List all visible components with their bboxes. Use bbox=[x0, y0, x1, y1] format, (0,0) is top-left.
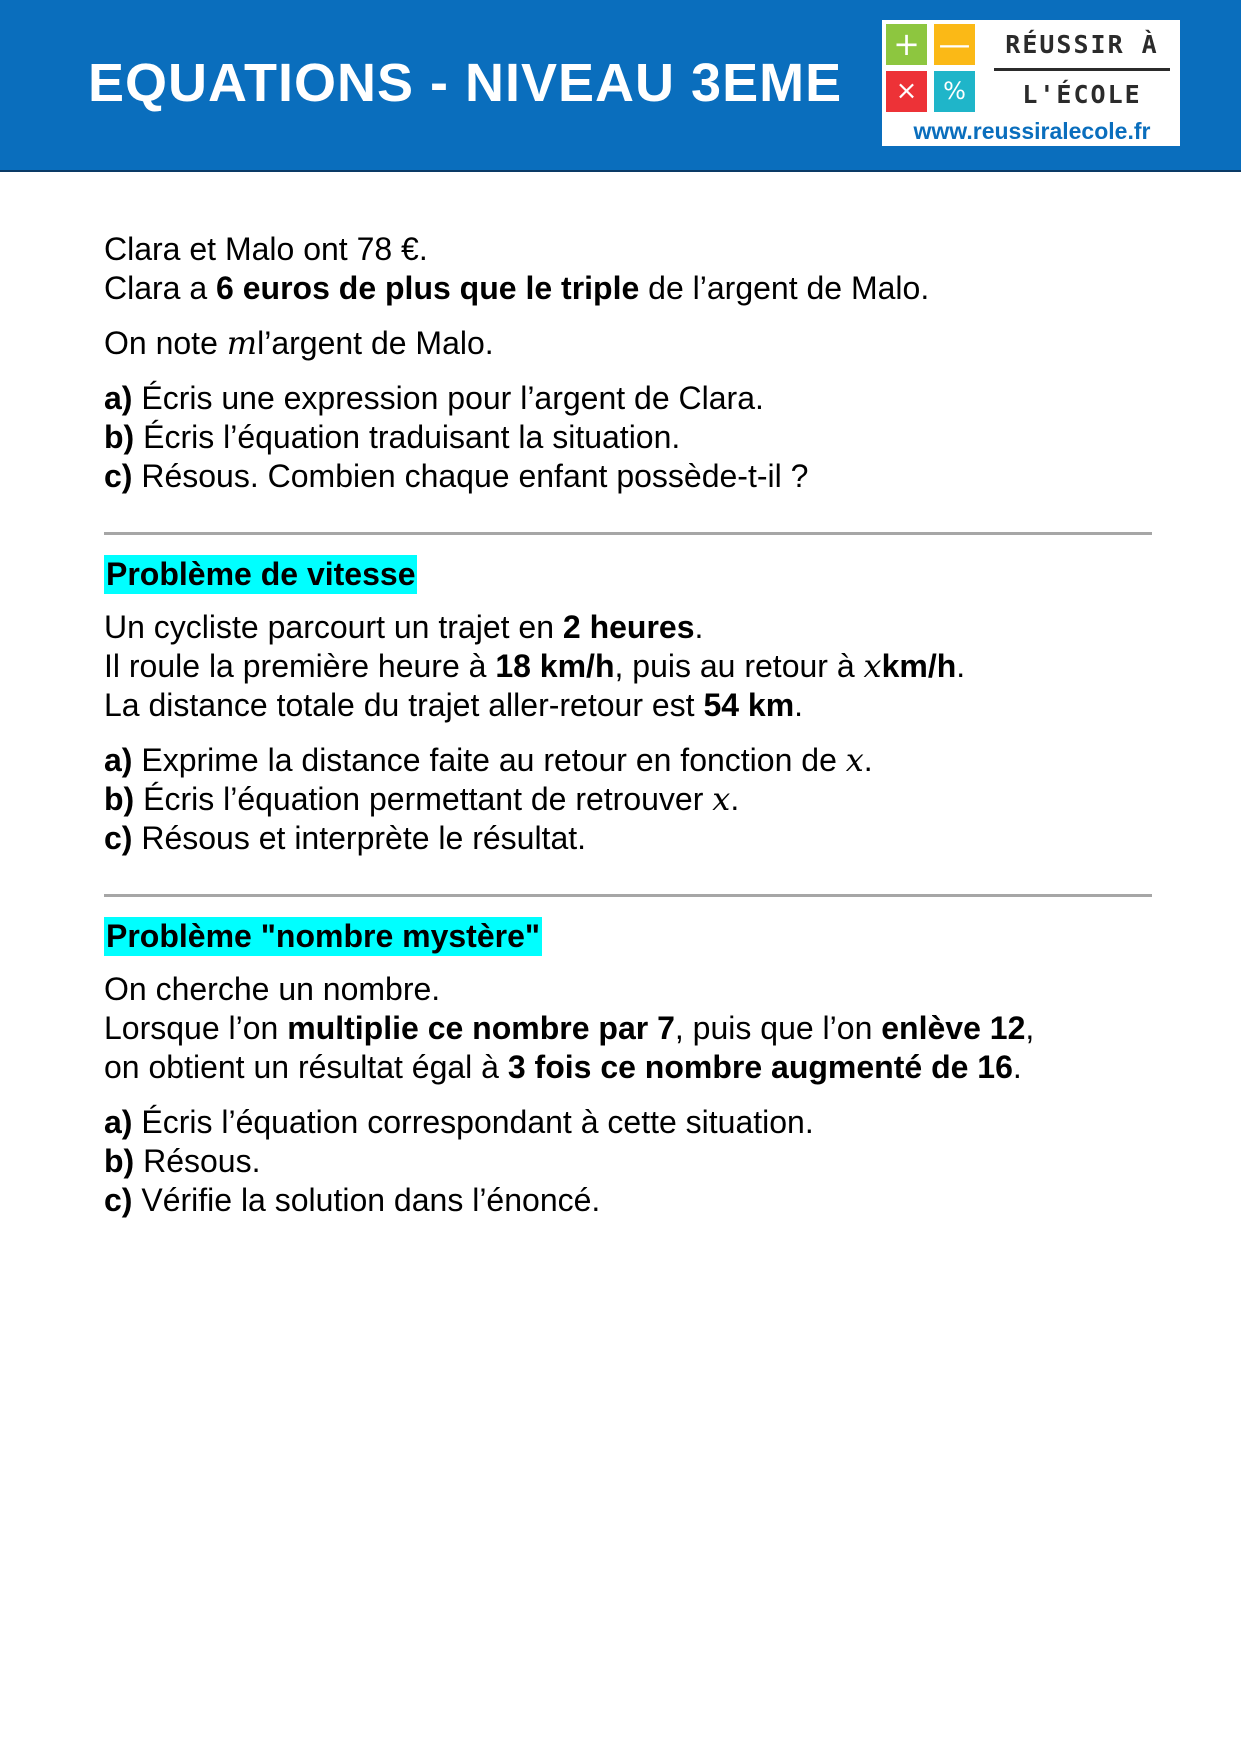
text: Il roule la première heure à bbox=[104, 648, 496, 684]
problem3-title: Problème "nombre mystère" bbox=[106, 918, 541, 954]
question-c bbox=[104, 1181, 1154, 1220]
text: . bbox=[956, 648, 966, 684]
problem3-line3 bbox=[104, 1048, 1154, 1087]
question-label: c) bbox=[104, 820, 133, 856]
math-variable: x bbox=[845, 741, 864, 779]
problem1-line1 bbox=[104, 230, 1154, 269]
logo-divider bbox=[994, 68, 1170, 71]
question-label: c) bbox=[104, 458, 133, 494]
math-variable: x bbox=[712, 780, 731, 818]
question-text: Résous. bbox=[134, 1143, 261, 1179]
problem2-questions bbox=[104, 741, 1154, 858]
problem3-questions bbox=[104, 1103, 1154, 1220]
question-text: Résous et interprète le résultat. bbox=[132, 820, 587, 856]
minus-icon: — bbox=[934, 24, 975, 65]
logo-symbol-grid bbox=[886, 24, 978, 116]
bold-text: 6 euros de plus que le triple bbox=[216, 270, 640, 306]
problem3-statement bbox=[104, 970, 1154, 1087]
problem2-title: Problème de vitesse bbox=[106, 556, 416, 592]
question-a bbox=[104, 1103, 1154, 1142]
math-variable: m bbox=[226, 324, 258, 362]
question-label: b) bbox=[104, 1143, 135, 1179]
question-label: a) bbox=[104, 1104, 133, 1140]
problem2-statement bbox=[104, 608, 1154, 725]
text: de l’argent de Malo. bbox=[639, 270, 930, 306]
logo-url-link[interactable]: www.reussiralecole.fr bbox=[913, 118, 1151, 144]
problem2-line3 bbox=[104, 686, 1154, 725]
problem3-line2 bbox=[104, 1009, 1154, 1048]
percent-icon: % bbox=[934, 71, 975, 112]
question-label: b) bbox=[104, 781, 135, 817]
page-title: EQUATIONS - NIVEAU 3EME bbox=[88, 53, 843, 113]
text: . bbox=[794, 687, 804, 723]
problem1-line2 bbox=[104, 269, 1154, 308]
bold-text: 18 km/h bbox=[495, 648, 615, 684]
worksheet-content bbox=[104, 230, 1154, 1236]
bold-text: km/h bbox=[881, 648, 957, 684]
section-divider bbox=[104, 894, 1152, 897]
question-label: c) bbox=[104, 1182, 133, 1218]
problem1-statement bbox=[104, 230, 1154, 308]
problem3-line1 bbox=[104, 970, 1154, 1009]
text: La distance totale du trajet aller-retour est bbox=[104, 687, 704, 723]
question-a bbox=[104, 379, 1154, 418]
question-text: Écris une expression pour l’argent de Clara. bbox=[132, 380, 764, 416]
question-text: Résous. Combien chaque enfant possède-t-il ? bbox=[132, 458, 809, 494]
text: Un cycliste parcourt un trajet en bbox=[104, 609, 563, 645]
text: On cherche un nombre. bbox=[104, 971, 441, 1007]
page-header bbox=[0, 0, 1241, 172]
text: On note bbox=[104, 325, 227, 361]
text: Clara et Malo ont 78 €. bbox=[104, 231, 428, 267]
text: , puis au retour à bbox=[614, 648, 864, 684]
question-b bbox=[104, 1142, 1154, 1181]
text: Clara a bbox=[104, 270, 217, 306]
text: . bbox=[1012, 1049, 1022, 1085]
question-label: a) bbox=[104, 380, 133, 416]
bold-text: multiplie ce nombre par 7 bbox=[287, 1010, 675, 1046]
text: Lorsque l’on bbox=[104, 1010, 288, 1046]
bold-text: 54 km bbox=[703, 687, 795, 723]
text: . bbox=[730, 781, 740, 817]
times-icon: × bbox=[886, 71, 927, 112]
problem1-line3 bbox=[104, 324, 1154, 363]
text: on obtient un résultat égal à bbox=[104, 1049, 508, 1085]
question-b bbox=[104, 418, 1154, 457]
text: . bbox=[694, 609, 704, 645]
question-b bbox=[104, 780, 1154, 819]
question-text: Écris l’équation permettant de retrouver bbox=[134, 781, 713, 817]
bold-text: 2 heures bbox=[562, 609, 695, 645]
problem2-line2 bbox=[104, 647, 1154, 686]
section-divider bbox=[104, 532, 1152, 535]
question-text: Écris l’équation traduisant la situation. bbox=[134, 419, 681, 455]
question-label: a) bbox=[104, 742, 133, 778]
question-text: Écris l’équation correspondant à cette situation. bbox=[132, 1104, 814, 1140]
question-text: Vérifie la solution dans l’énoncé. bbox=[132, 1182, 601, 1218]
question-a bbox=[104, 741, 1154, 780]
problem1-notation bbox=[104, 324, 1154, 363]
text: l’argent de Malo. bbox=[257, 325, 494, 361]
problem2-line1 bbox=[104, 608, 1154, 647]
text: , puis que l’on bbox=[674, 1010, 882, 1046]
text: , bbox=[1025, 1010, 1035, 1046]
text: . bbox=[863, 742, 873, 778]
question-c bbox=[104, 819, 1154, 858]
question-c bbox=[104, 457, 1154, 496]
bold-text: enlève 12 bbox=[881, 1010, 1026, 1046]
bold-text: 3 fois ce nombre augmenté de 16 bbox=[507, 1049, 1013, 1085]
problem1-questions bbox=[104, 379, 1154, 496]
logo-text-line1: RÉUSSIR À bbox=[1005, 30, 1159, 59]
math-variable: x bbox=[863, 647, 882, 685]
question-label: b) bbox=[104, 419, 135, 455]
logo-text-line2: L'ÉCOLE bbox=[1022, 80, 1142, 109]
question-text: Exprime la distance faite au retour en fonction de bbox=[132, 742, 846, 778]
logo[interactable] bbox=[882, 20, 1180, 146]
plus-icon: + bbox=[886, 24, 927, 65]
